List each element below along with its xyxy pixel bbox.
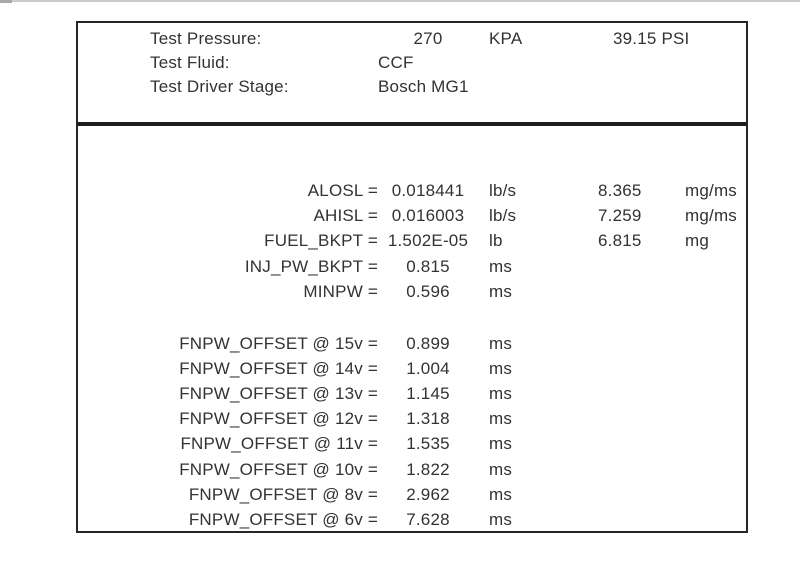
offset-unit: ms [489, 409, 513, 429]
offset-unit: ms [489, 484, 513, 504]
param-value2: 8.365 [598, 181, 642, 200]
param-row [78, 203, 746, 228]
param-unit: lb [489, 231, 503, 251]
offset-value: 1.318 [406, 409, 450, 429]
param-label: ALOSL = [307, 181, 378, 200]
param-value2 [589, 279, 678, 304]
param-value: 1.502E-05 [387, 231, 469, 251]
param-unit2: mg [685, 231, 710, 251]
param-label: INJ_PW_BKPT = [244, 256, 378, 276]
param-unit: lb/s [489, 206, 517, 226]
header-value: CCF [378, 53, 414, 72]
offset-label: FNPW_OFFSET @ 10v = [179, 459, 378, 479]
offset-value: 1.004 [406, 358, 450, 378]
param-value2: 6.815 [598, 231, 642, 251]
param-unit2 [678, 254, 746, 279]
header-row [78, 75, 746, 99]
header-row [78, 51, 746, 75]
param-value: 0.815 [406, 256, 450, 276]
header-label: Test Fluid: [150, 53, 230, 72]
param-unit2: mg/ms [685, 206, 737, 226]
offset-label: FNPW_OFFSET @ 12v = [179, 409, 378, 429]
offset-row [78, 381, 746, 406]
header-extra-value [589, 75, 746, 99]
header-extra-value [589, 51, 746, 75]
param-label: FUEL_BKPT = [264, 231, 378, 251]
param-label: MINPW = [303, 281, 378, 301]
param-row [78, 279, 746, 304]
header-extra-value: 39.15 PSI [613, 29, 690, 48]
offset-value: 2.962 [406, 484, 450, 504]
param-value2 [589, 254, 678, 279]
param-unit: lb/s [489, 181, 517, 200]
param-value: 0.016003 [391, 206, 465, 226]
offset-value: 1.535 [406, 434, 450, 454]
offset-row [78, 356, 746, 381]
param-value: 0.018441 [391, 181, 465, 200]
param-unit: ms [489, 256, 513, 276]
param-value: 0.596 [406, 281, 450, 301]
offset-unit: ms [489, 510, 513, 530]
offset-value: 0.899 [406, 333, 450, 353]
header-unit [478, 51, 589, 75]
offset-row [78, 406, 746, 431]
param-unit2 [678, 279, 746, 304]
scan-edge-line [0, 0, 800, 2]
scan-corner-mark [0, 0, 12, 3]
offset-value: 7.628 [406, 510, 450, 530]
offset-value: 1.145 [406, 384, 450, 404]
offset-unit: ms [489, 384, 513, 404]
offset-row [78, 507, 746, 532]
header-label: Test Pressure: [150, 29, 262, 48]
param-label: AHISL = [313, 206, 378, 226]
param-value2: 7.259 [598, 206, 642, 226]
offset-label: FNPW_OFFSET @ 11v = [180, 434, 378, 454]
header-label: Test Driver Stage: [150, 77, 289, 96]
offset-label: FNPW_OFFSET @ 15v = [179, 333, 378, 353]
offset-row [78, 457, 746, 482]
header-value: Bosch MG1 [378, 77, 469, 96]
offset-row [78, 331, 746, 356]
header-unit: KPA [489, 29, 523, 48]
param-unit: ms [489, 281, 513, 301]
offset-unit: ms [489, 358, 513, 378]
offset-label: FNPW_OFFSET @ 6v = [188, 510, 378, 530]
param-row [78, 254, 746, 279]
param-row [78, 228, 746, 253]
param-row [78, 178, 746, 203]
offset-label: FNPW_OFFSET @ 13v = [179, 384, 378, 404]
offset-row [78, 482, 746, 507]
offset-value: 1.822 [406, 459, 450, 479]
offset-unit: ms [489, 459, 513, 479]
header-unit [478, 75, 589, 99]
test-data-sheet [76, 21, 748, 533]
offset-label: FNPW_OFFSET @ 14v = [179, 358, 378, 378]
param-unit2: mg/ms [685, 181, 737, 200]
offset-unit: ms [489, 333, 513, 353]
offset-unit: ms [489, 434, 513, 454]
header-value: 270 [413, 29, 443, 48]
offset-label: FNPW_OFFSET @ 8v = [188, 484, 378, 504]
header-row [78, 27, 746, 51]
offset-row [78, 431, 746, 456]
